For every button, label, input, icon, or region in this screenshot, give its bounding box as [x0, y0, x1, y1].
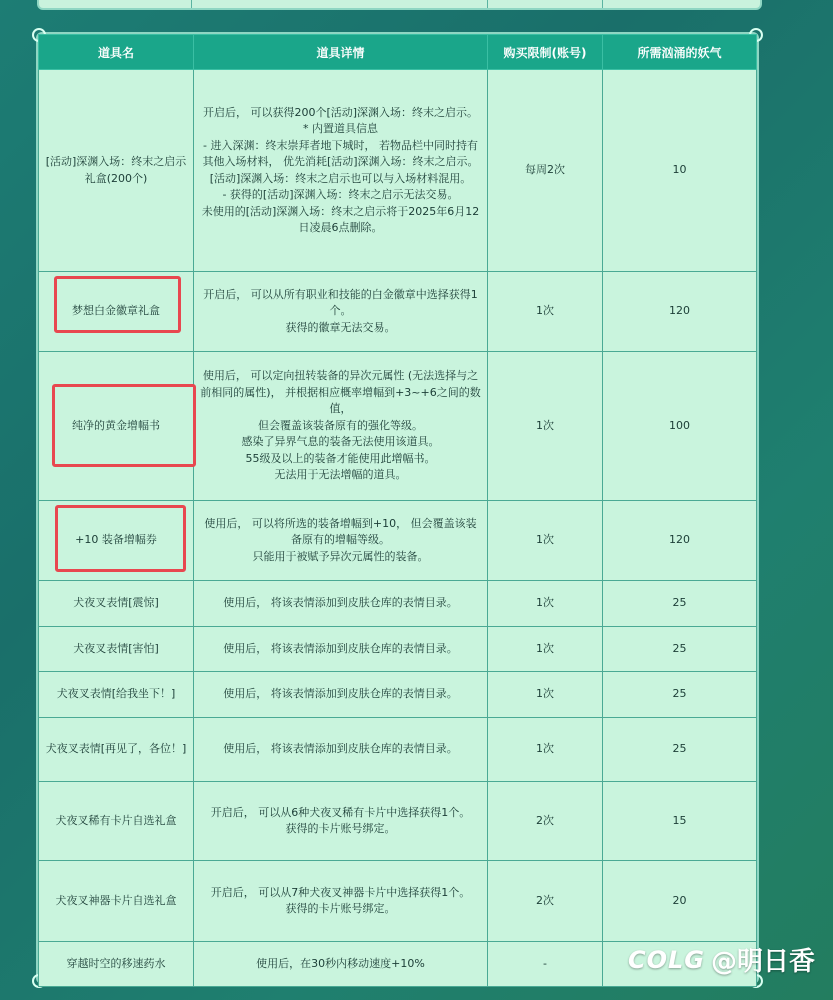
item-name-text: 犬夜叉神器卡片自选礼盒	[55, 893, 177, 907]
colg-logo: COLG	[627, 945, 705, 974]
table-header-row	[39, 35, 757, 70]
table-row	[39, 627, 757, 672]
item-limit: 1次	[488, 501, 603, 581]
item-limit: 1次	[488, 718, 603, 782]
item-limit: 1次	[488, 672, 603, 718]
header-purchase-limit: 购买限制(账号)	[488, 35, 603, 70]
item-limit: 1次	[488, 627, 603, 672]
item-name	[39, 942, 194, 987]
table-row	[39, 581, 757, 627]
table-row	[39, 861, 757, 942]
item-limit: 1次	[488, 352, 603, 501]
item-limit: 1次	[488, 272, 603, 352]
item-limit: 1次	[488, 581, 603, 627]
item-detail: 使用后， 可以定向扭转装备的异次元属性 (无法选择与之前相同的属性)， 并根据相应概率增幅到+3~+6之间的数值， 但会覆盖该装备原有的强化等级。 感染了异界气息的装备无法使用该道具。 55级及以上的装备才能使用此增幅书。 无法用于无法增幅的道具。	[194, 352, 488, 501]
item-detail: 开启后， 可以从7种犬夜叉神器卡片中选择获得1个。 获得的卡片账号绑定。	[194, 861, 488, 942]
watermark-author: @明日香	[710, 947, 815, 977]
item-limit: 2次	[488, 782, 603, 861]
item-cost: 120	[603, 272, 757, 352]
item-limit: 2次	[488, 861, 603, 942]
header-required-cost: 所需汹涌的妖气	[603, 35, 757, 70]
highlight-box-amplify-ticket	[55, 505, 186, 572]
item-name-text: 犬夜叉表情[震惊]	[73, 596, 159, 610]
item-detail: 使用后，在30秒内移动速度+10%	[194, 942, 488, 987]
item-detail: 使用后， 可以将所选的装备增幅到+10， 但会覆盖该装备原有的增幅等级。 只能用于被赋予异次元属性的装备。	[194, 501, 488, 581]
table-row	[39, 672, 757, 718]
table-row	[39, 782, 757, 861]
table-row	[39, 718, 757, 782]
item-detail: 使用后， 将该表情添加到皮肤仓库的表情目录。	[194, 672, 488, 718]
item-detail: 使用后， 将该表情添加到皮肤仓库的表情目录。	[194, 581, 488, 627]
item-cost: 25	[603, 581, 757, 627]
item-name	[39, 782, 194, 861]
table-row	[39, 70, 757, 272]
previous-table-bottom-edge	[37, 0, 762, 10]
item-name	[39, 861, 194, 942]
item-name	[39, 70, 194, 272]
item-cost: 15	[603, 782, 757, 861]
header-item-detail: 道具详情	[194, 35, 488, 70]
item-name-text: 犬夜叉表情[害怕]	[73, 641, 159, 655]
item-detail: 使用后， 将该表情添加到皮肤仓库的表情目录。	[194, 627, 488, 672]
item-cost: 20	[603, 861, 757, 942]
item-name-text: 犬夜叉表情[再见了，各位！]	[45, 742, 187, 756]
item-name-text: 穿越时空的移速药水	[66, 956, 166, 970]
item-name-text: 纯净的黄金增幅书	[72, 418, 160, 432]
highlight-box-platinum-badge	[54, 276, 181, 333]
item-detail: 使用后， 将该表情添加到皮肤仓库的表情目录。	[194, 718, 488, 782]
watermark	[628, 941, 815, 978]
item-detail: 开启后， 可以从所有职业和技能的白金徽章中选择获得1个。 获得的徽章无法交易。	[194, 272, 488, 352]
item-cost: 120	[603, 501, 757, 581]
item-name-text: 犬夜叉稀有卡片自选礼盒	[55, 813, 177, 827]
item-cost: 10	[603, 70, 757, 272]
item-detail: 开启后， 可以获得200个[活动]深渊入场：终末之启示。 * 内置道具信息 - 进入深渊：终末崇拜者地下城时， 若物品栏中同时持有其他入场材料， 优先消耗[活动]深渊入场：终末之启示。 [活动]深渊入场：终末之启示也可以与入场材料混用。 - 获得的[活动]深渊入场：终末之启示无法交易。 未使用的[活动]深渊入场：终末之启示将于2025年6月12日凌晨6点删除。	[194, 70, 488, 272]
item-cost: 100	[603, 352, 757, 501]
item-limit: 每周2次	[488, 70, 603, 272]
highlight-box-golden-amplify-book	[52, 384, 196, 467]
item-name-text: +10 装备增幅券	[75, 533, 157, 547]
item-name-text: 梦想白金徽章礼盒	[72, 304, 160, 318]
item-cost: 25	[603, 627, 757, 672]
item-name	[39, 627, 194, 672]
item-detail: 开启后， 可以从6种犬夜叉稀有卡片中选择获得1个。 获得的卡片账号绑定。	[194, 782, 488, 861]
item-cost: 25	[603, 672, 757, 718]
item-name-text: [活动]深渊入场：终末之启示礼盒(200个)	[45, 155, 187, 185]
item-name	[39, 581, 194, 627]
item-name	[39, 718, 194, 782]
item-limit: -	[488, 942, 603, 987]
header-item-name: 道具名	[39, 35, 194, 70]
item-name	[39, 672, 194, 718]
item-cost: 25	[603, 718, 757, 782]
item-name-text: 犬夜叉表情[给我坐下！]	[56, 687, 176, 701]
